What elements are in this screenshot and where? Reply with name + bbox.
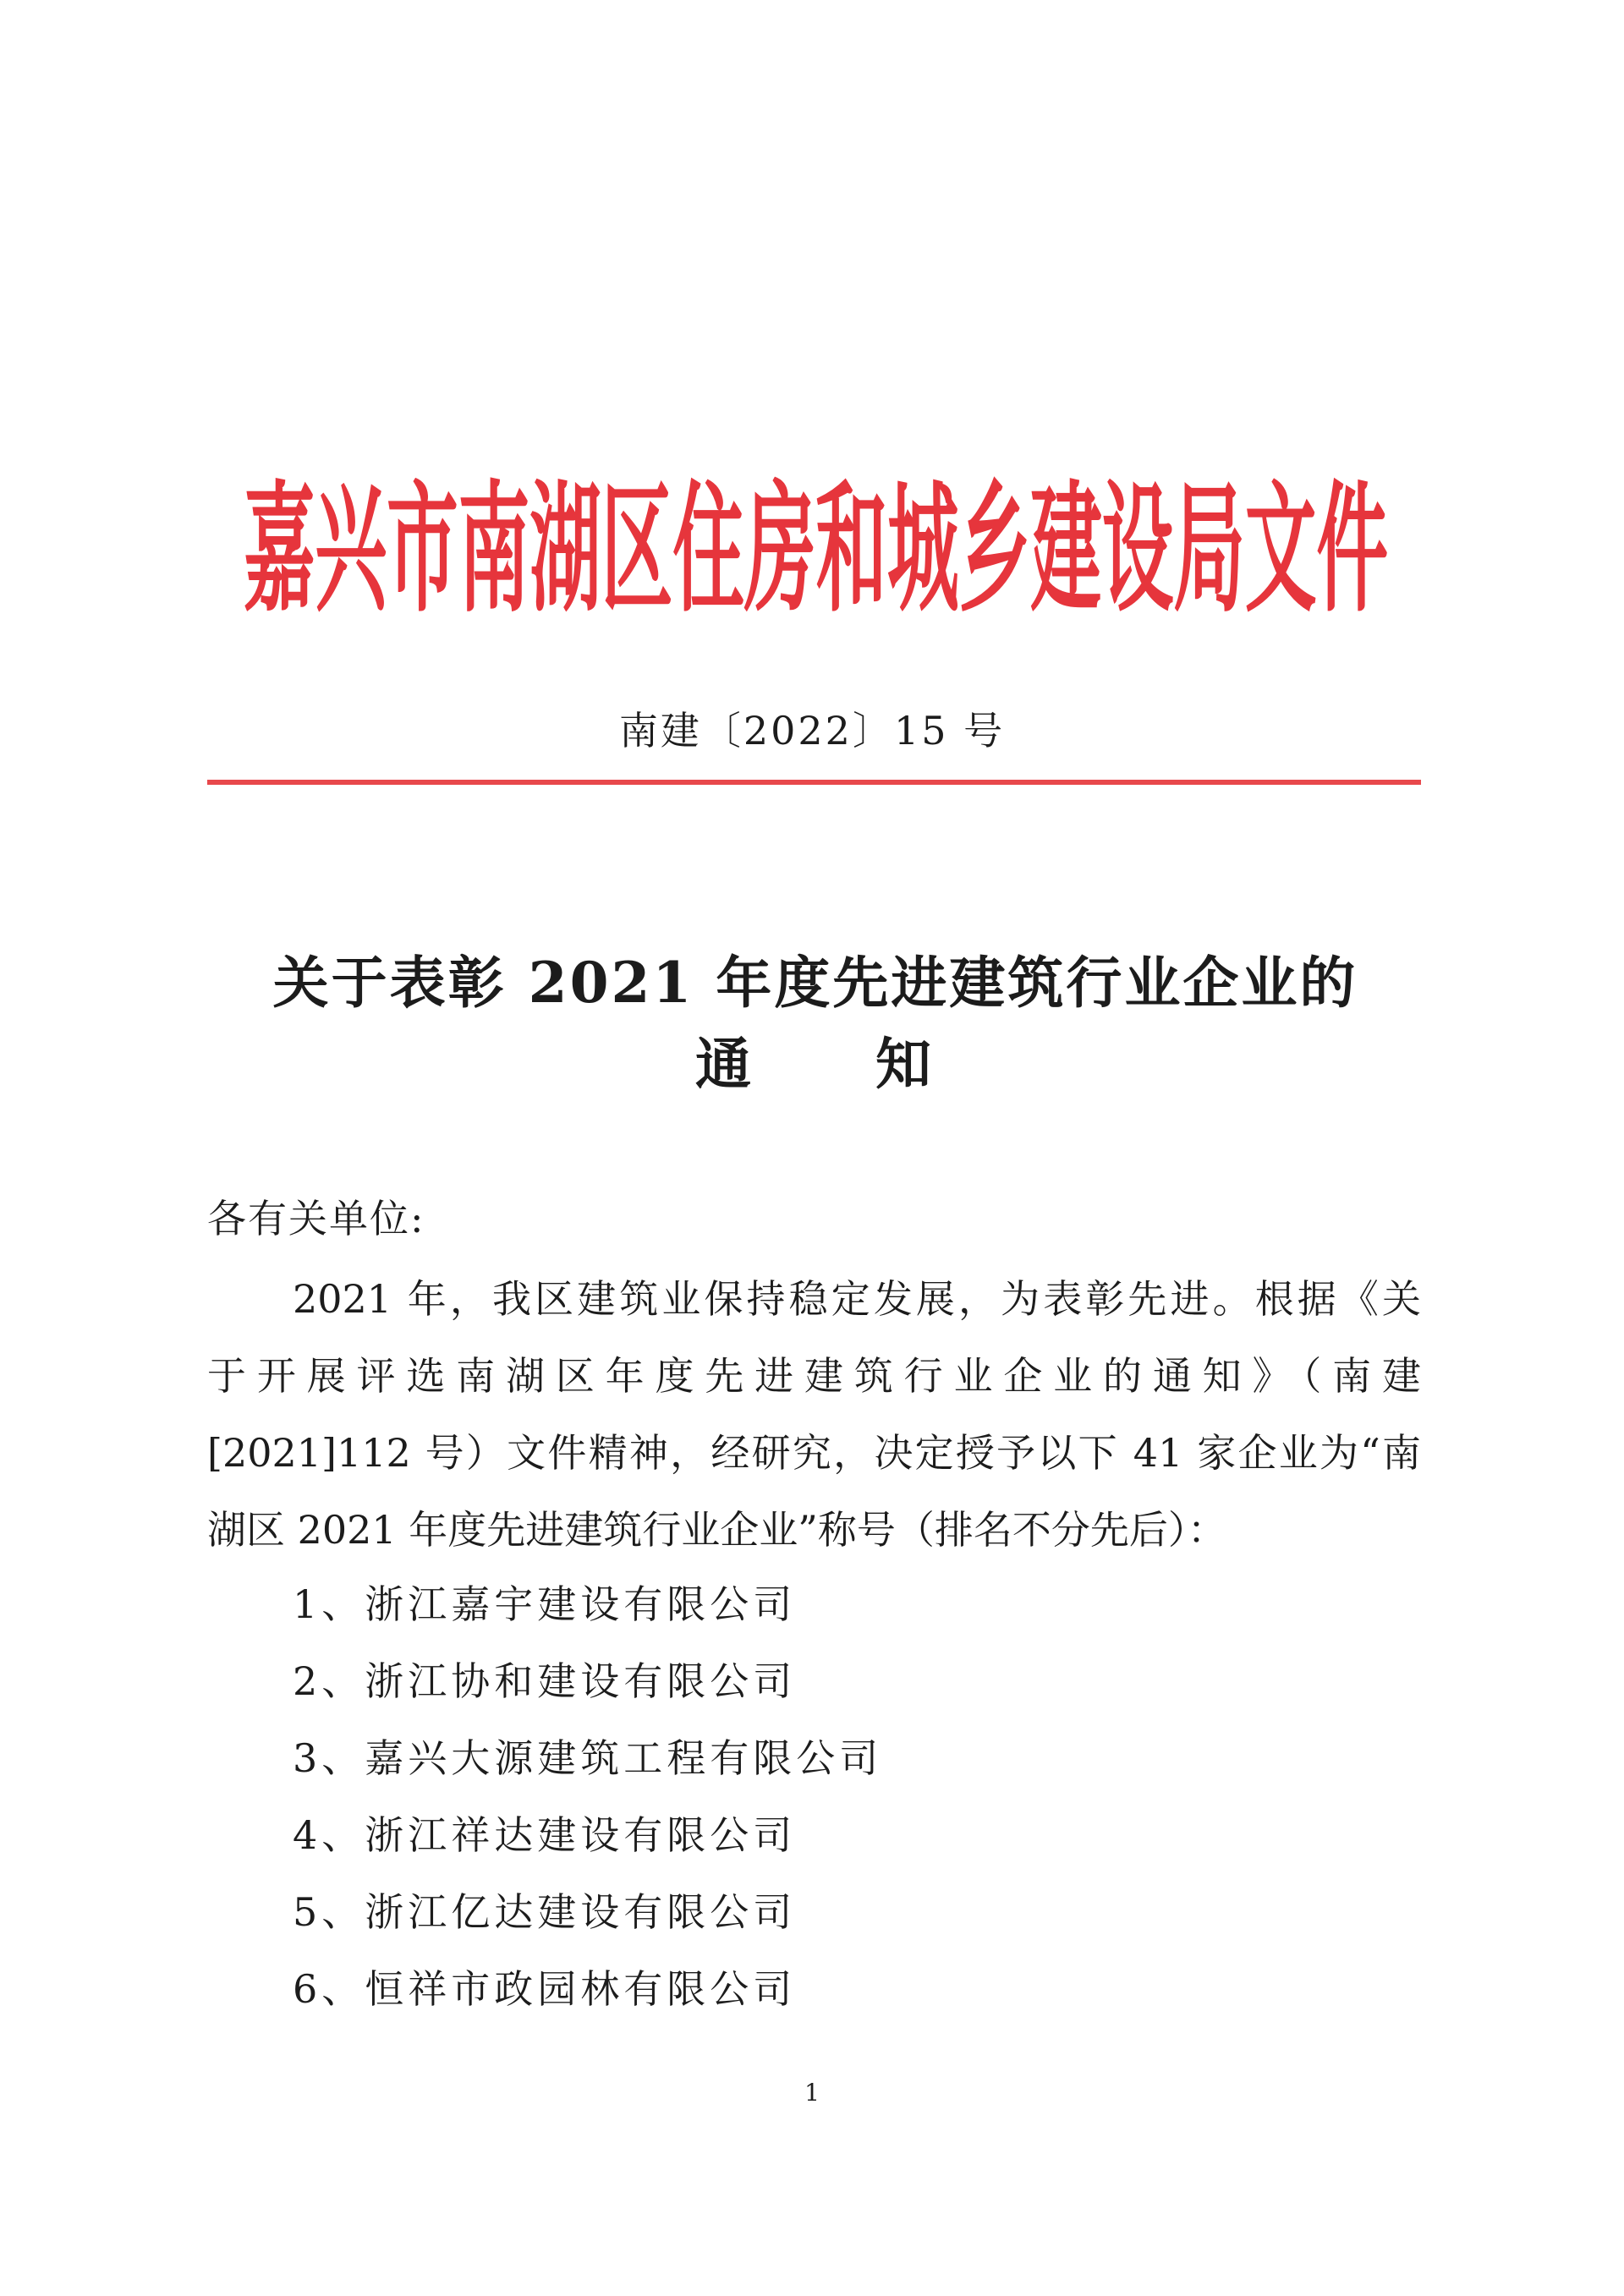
list-item-company-name: 浙江协和建设有限公司 [365, 1658, 797, 1704]
page-number: 1 [804, 2079, 820, 2107]
paragraph-line: [2021]112 号）文件精神，经研究，决定授予以下 41 家企业为“南 [207, 1430, 1421, 1476]
agency-title: 嘉兴市南湖区住房和城乡建设局文件 [244, 467, 1388, 632]
document-number: 南建〔2022〕15 号 [618, 708, 1006, 753]
body-paragraph [207, 1261, 1421, 1569]
paragraph-line: 湖区 2021 年度先进建筑行业企业”称号（排名不分先后）： [207, 1507, 1226, 1553]
list-item-company-name: 浙江祥达建设有限公司 [365, 1812, 797, 1858]
paragraph-line: 于开展评选南湖区年度先进建筑行业企业的通知》（南建 [207, 1353, 1421, 1399]
list-item-number: 3、 [293, 1735, 365, 1781]
list-item [293, 1566, 1392, 1643]
list-item-number: 4、 [293, 1812, 365, 1858]
red-divider-line [207, 780, 1421, 785]
list-item [293, 1951, 1392, 2028]
list-item [293, 1874, 1392, 1951]
list-item [293, 1797, 1392, 1874]
notice-title: 关于表彰 2021 年度先进建筑行业企业的 [272, 950, 1358, 1016]
list-item-number: 6、 [293, 1966, 365, 2012]
list-item-company-name: 浙江亿达建设有限公司 [365, 1889, 797, 1935]
list-item [293, 1720, 1392, 1797]
company-list [293, 1566, 1392, 2028]
notice-title-char-zhi: 知 [875, 1031, 931, 1097]
salutation: 各有关单位: [207, 1196, 425, 1241]
list-item-number: 2、 [293, 1658, 365, 1704]
list-item-company-name: 浙江嘉宇建设有限公司 [365, 1581, 797, 1627]
list-item-number: 1、 [293, 1581, 365, 1627]
paragraph-line: 2021 年，我区建筑业保持稳定发展，为表彰先进。根据《关 [293, 1276, 1421, 1322]
notice-title-char-tong: 通 [695, 1031, 751, 1097]
list-item-number: 5、 [293, 1889, 365, 1935]
agency-header [244, 467, 1388, 632]
list-item-company-name: 嘉兴大源建筑工程有限公司 [365, 1735, 883, 1781]
list-item-company-name: 恒祥市政园林有限公司 [365, 1966, 797, 2012]
list-item [293, 1643, 1392, 1720]
